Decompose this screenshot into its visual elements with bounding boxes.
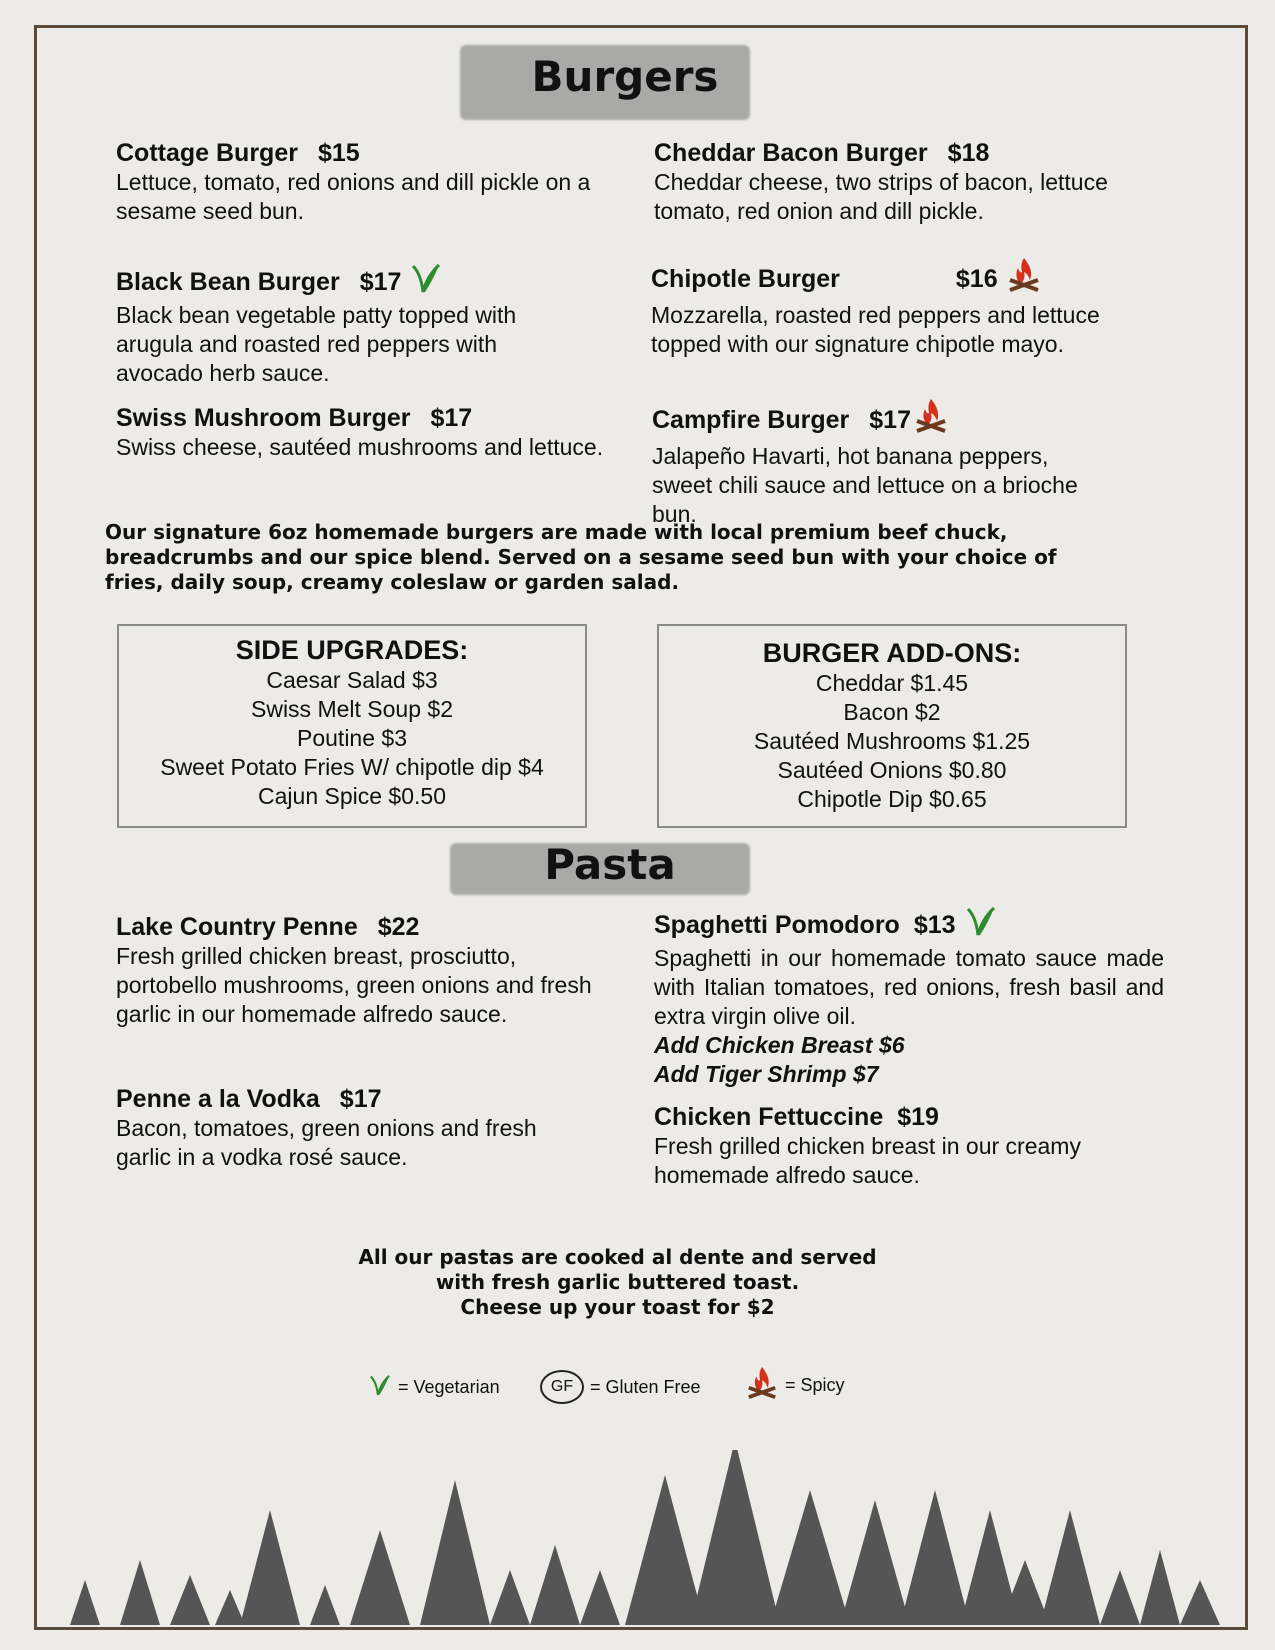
item-name: Spaghetti Pomodoro [654, 910, 900, 939]
side-upgrades-box [117, 624, 587, 828]
item-description: Lettuce, tomato, red onions and dill pickle on a sesame seed bun. [116, 169, 591, 224]
burger-addons-box [657, 624, 1127, 828]
menu-item-campfire-burger [652, 397, 1112, 529]
side-upgrade-line: Caesar Salad $3 [266, 667, 438, 693]
burger-addons-title: BURGER ADD-ONS: [762, 638, 1022, 668]
burgers-title: Burgers [531, 52, 719, 101]
forest-decoration [40, 1450, 1240, 1625]
side-upgrade-line: Poutine $3 [297, 725, 407, 751]
side-upgrade-line: Cajun Spice $0.50 [258, 783, 446, 809]
item-name: Penne a la Vodka [116, 1085, 320, 1113]
pasta-note-line: All our pastas are cooked al dente and served [358, 1245, 877, 1269]
spicy-icon [1006, 256, 1042, 301]
item-name: Black Bean Burger [116, 267, 340, 296]
item-description: Cheddar cheese, two strips of bacon, lettuce tomato, red onion and dill pickle. [654, 169, 1108, 224]
side-upgrade-line: Sweet Potato Fries W/ chipotle dip $4 [160, 754, 544, 780]
burger-addon-line: Bacon $2 [843, 699, 941, 725]
legend-label: = Spicy [785, 1375, 845, 1395]
burgers-note: Our signature 6oz homemade burgers are made with local premium beef chuck, breadcrumbs and our spice blend. Served on a sesame seed bun with your choice of fries, daily soup, creamy coleslaw or garden salad. [105, 520, 1057, 594]
item-price: $15 [317, 139, 360, 167]
item-price: $17 [359, 267, 402, 296]
item-name: Cottage Burger [116, 139, 298, 167]
menu-item-lake-country-penne [116, 912, 616, 1029]
gluten-free-icon: GF [540, 1370, 584, 1404]
item-description: Fresh grilled chicken breast, prosciutto, portobello mushrooms, green onions and fresh garlic in our homemade alfredo sauce. [116, 943, 592, 1027]
vegetarian-icon [368, 1373, 392, 1402]
item-price: $17 [339, 1085, 382, 1113]
item-price: $22 [377, 913, 420, 941]
item-price: $17 [869, 405, 911, 434]
pasta-note-line: with fresh garlic buttered toast. [435, 1270, 800, 1294]
item-description: Swiss cheese, sautéed mushrooms and lettuce. [116, 434, 604, 460]
item-description: Black bean vegetable patty topped with arugula and roasted red peppers with avocado herb sauce. [116, 302, 517, 386]
vegetarian-icon [409, 262, 443, 301]
item-description: Bacon, tomatoes, green onions and fresh garlic in a vodka rosé sauce. [116, 1115, 537, 1170]
item-description: Jalapeño Havarti, hot banana peppers, sweet chili sauce and lettuce on a brioche bun. [652, 443, 1078, 527]
item-name: Lake Country Penne [116, 913, 358, 941]
legend-label: = Vegetarian [398, 1377, 500, 1397]
legend-spicy [745, 1365, 845, 1406]
item-description: Spaghetti in our homemade tomato sauce made with Italian tomatoes, red onions, fresh basil and extra virgin olive oil. [654, 945, 1164, 1029]
item-addon: Add Tiger Shrimp $7 [654, 1061, 879, 1087]
item-description: Mozzarella, roasted red peppers and lettuce topped with our signature chipotle mayo. [651, 302, 1100, 357]
legend-label: = Gluten Free [590, 1376, 701, 1397]
legend-vegetarian [368, 1373, 500, 1402]
spicy-icon [745, 1365, 779, 1406]
item-price: $17 [430, 404, 473, 432]
side-upgrade-line: Swiss Melt Soup $2 [251, 696, 453, 722]
menu-item-swiss-mushroom-burger [116, 403, 636, 462]
pasta-note-line: Cheese up your toast for $2 [460, 1295, 775, 1319]
item-name: Chipotle Burger [651, 264, 840, 293]
item-price: $19 [897, 1103, 939, 1131]
menu-item-cottage-burger [116, 138, 626, 226]
burger-addon-line: Sautéed Mushrooms $1.25 [753, 728, 1031, 754]
item-price: $18 [947, 139, 990, 167]
item-name: Campfire Burger [652, 405, 850, 434]
side-upgrades-title: SIDE UPGRADES: [235, 635, 469, 665]
spicy-icon [913, 397, 949, 442]
legend-gluten-free [540, 1370, 701, 1404]
burger-addon-line: Chipotle Dip $0.65 [797, 786, 987, 812]
item-name: Cheddar Bacon Burger [654, 139, 928, 167]
vegetarian-icon [964, 905, 998, 944]
item-name: Chicken Fettuccine [654, 1103, 884, 1131]
menu-item-penne-a-la-vodka [116, 1084, 576, 1172]
item-description: Fresh grilled chicken breast in our creamy homemade alfredo sauce. [654, 1133, 1081, 1188]
menu-item-cheddar-bacon-burger [654, 138, 1144, 226]
menu-item-spaghetti-pomodoro [654, 905, 1164, 1089]
menu-item-chipotle-burger [651, 256, 1141, 359]
menu-item-chicken-fettuccine [654, 1102, 1124, 1190]
menu-item-black-bean-burger [116, 262, 556, 388]
item-price: $13 [913, 910, 956, 939]
pasta-title: Pasta [544, 840, 676, 889]
burger-addon-line: Cheddar $1.45 [815, 670, 969, 696]
pasta-note [300, 1245, 935, 1320]
item-name: Swiss Mushroom Burger [116, 404, 411, 432]
item-addon: Add Chicken Breast $6 [654, 1032, 905, 1058]
burger-addon-line: Sautéed Onions $0.80 [777, 757, 1007, 783]
item-price: $16 [955, 264, 998, 293]
